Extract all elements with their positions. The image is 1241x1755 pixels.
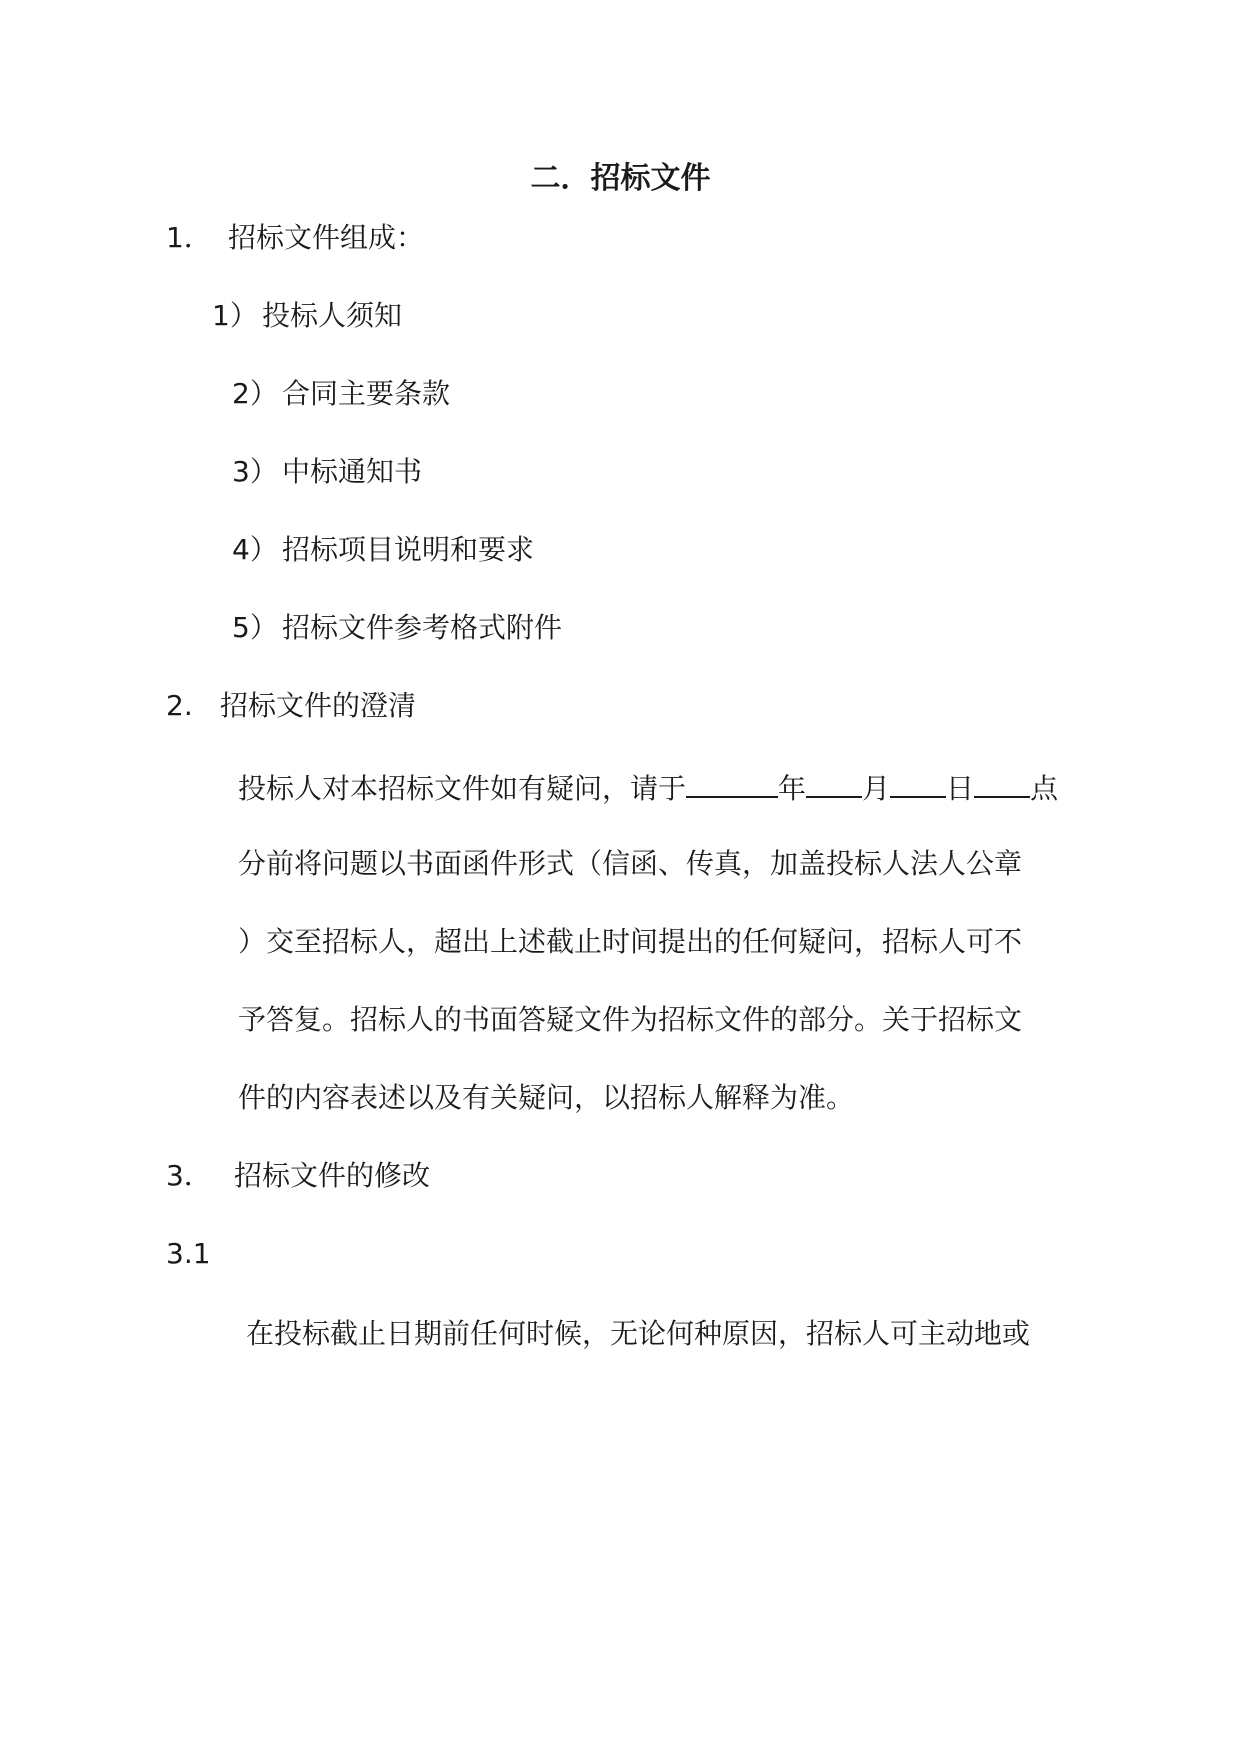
section-1-number: 1． bbox=[166, 221, 212, 254]
list-item-text: 合同主要条款 bbox=[282, 377, 451, 410]
list-item-text: 投标人须知 bbox=[262, 299, 403, 332]
list-item-number: 3） bbox=[232, 455, 278, 488]
list-item bbox=[212, 296, 402, 336]
subsection-text: 在投标截止日期前任何时候，无论何种原因，招标人可主动地或 bbox=[246, 1317, 1031, 1350]
hour-label: 点 bbox=[1030, 772, 1059, 805]
section-3-title: 招标文件的修改 bbox=[234, 1159, 431, 1192]
list-item bbox=[232, 530, 534, 570]
paragraph-line-2: 分前将问题以书面函件形式（信函、传真，加盖投标人法人公章 bbox=[238, 847, 1023, 880]
paragraph-line-5: 件的内容表述以及有关疑问，以招标人解释为准。 bbox=[238, 1081, 855, 1114]
year-blank bbox=[686, 766, 778, 798]
section-2-title: 招标文件的澄清 bbox=[220, 689, 417, 722]
section-3-heading bbox=[166, 1156, 430, 1196]
list-item bbox=[232, 374, 450, 414]
section-2-number: 2. bbox=[166, 689, 193, 722]
list-item-text: 招标文件参考格式附件 bbox=[282, 611, 563, 644]
list-item-number: 4） bbox=[232, 533, 278, 566]
subsection-number: 3.1 bbox=[166, 1237, 211, 1270]
clarification-text: 投标人对本招标文件如有疑问，请于 bbox=[238, 772, 687, 805]
month-label: 月 bbox=[862, 772, 891, 805]
section-3-number: 3． bbox=[166, 1159, 212, 1192]
list-item-text: 招标项目说明和要求 bbox=[282, 533, 535, 566]
month-blank bbox=[806, 766, 862, 798]
paragraph-line-1 bbox=[238, 766, 1058, 809]
list-item bbox=[232, 452, 422, 492]
hour-blank bbox=[974, 766, 1030, 798]
paragraph-line-3: ）交至招标人，超出上述截止时间提出的任何疑问，招标人可不 bbox=[238, 925, 1023, 958]
list-item bbox=[232, 608, 562, 648]
section-1-heading bbox=[166, 218, 424, 258]
section-2-heading bbox=[166, 686, 416, 726]
year-label: 年 bbox=[778, 772, 807, 805]
paragraph-line-4: 予答复。招标人的书面答疑文件为招标文件的部分。关于招标文 bbox=[238, 1003, 1023, 1036]
list-item-number: 5） bbox=[232, 611, 278, 644]
list-item-number: 2） bbox=[232, 377, 278, 410]
list-item-text: 中标通知书 bbox=[282, 455, 423, 488]
day-label: 日 bbox=[946, 772, 975, 805]
page-title: 二．招标文件 bbox=[530, 161, 711, 196]
section-1-title: 招标文件组成： bbox=[228, 221, 425, 254]
day-blank bbox=[890, 766, 946, 798]
list-item-number: 1） bbox=[212, 299, 258, 332]
